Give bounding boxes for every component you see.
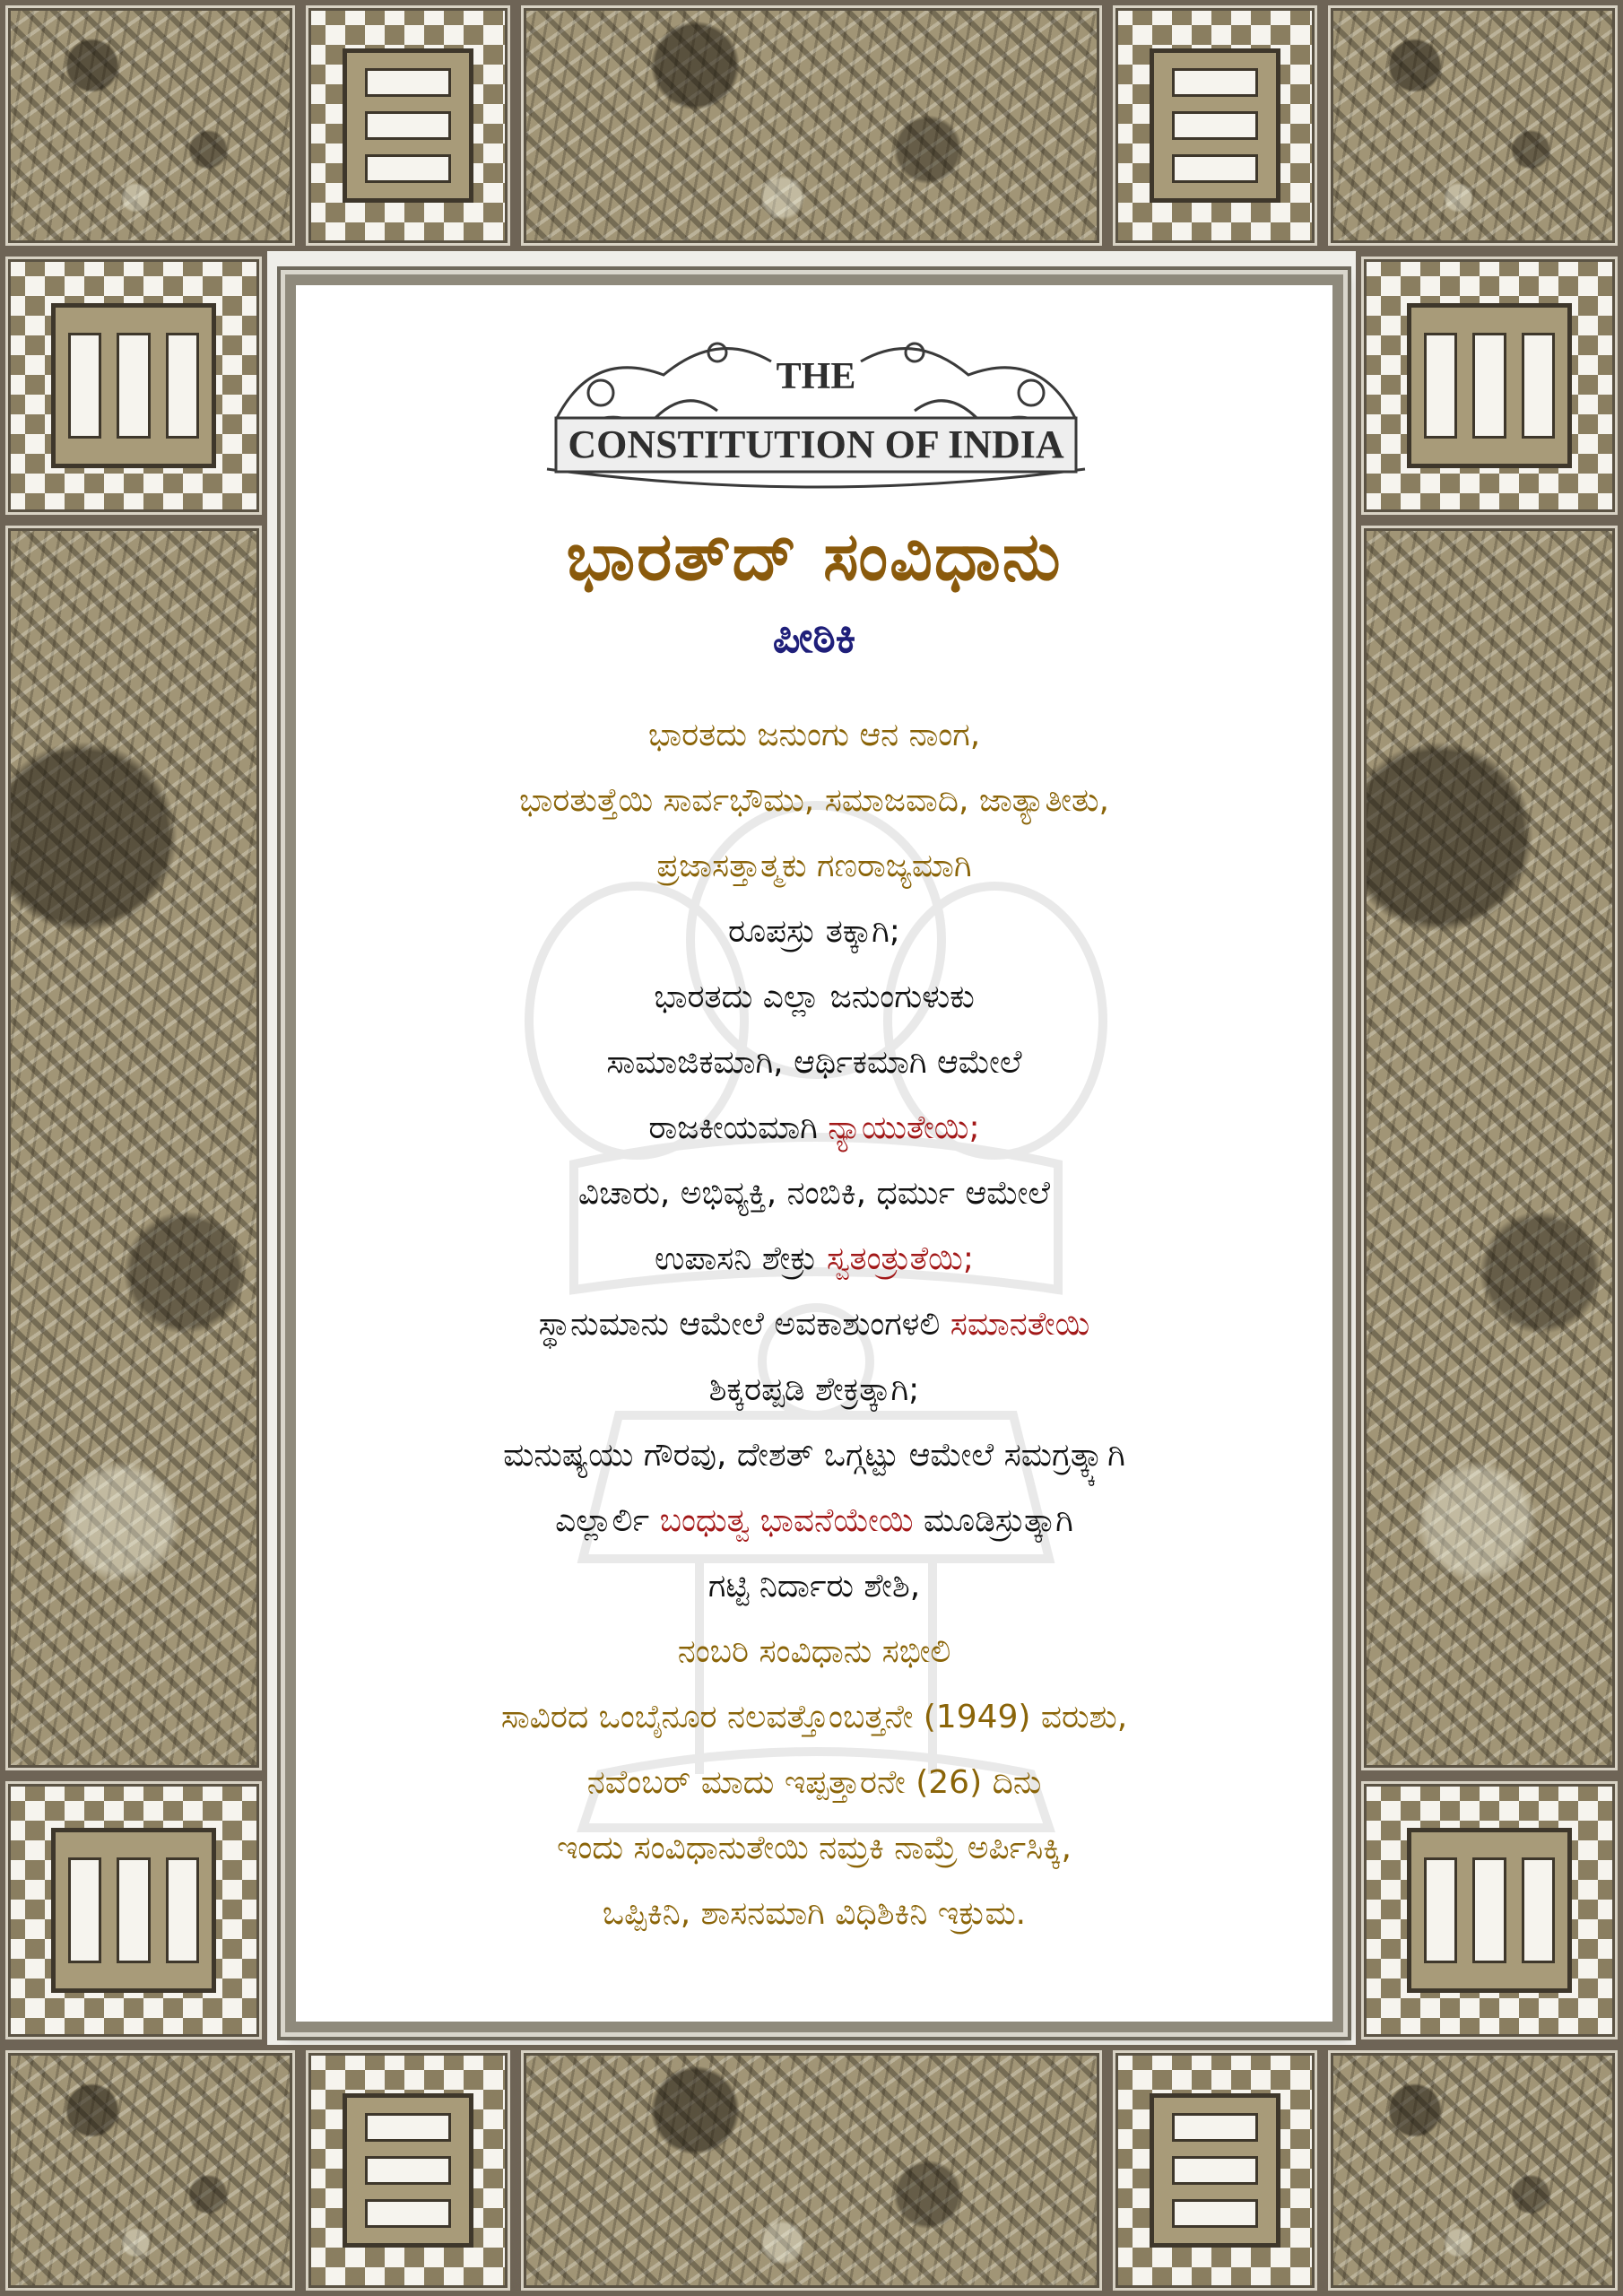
preamble-line-8: ವಿಚಾರು, ಅಭಿವ್ಯಕ್ತಿ, ನಂಬಿಕಿ, ಧರ್ಮು ಆಮೇಲೆ	[577, 1175, 1051, 1212]
preamble-line-9-text: ಉಪಾಸನಿ ಶೇಕ್ರು	[655, 1240, 827, 1277]
logo-text-the: THE	[776, 356, 856, 397]
preamble-line-2: ಭಾರತುತ್ತೆಯಿ ಸಾರ್ವಭೌಮು, ಸಮಾಜವಾದಿ, ಜಾತ್ಯಾತೀತು,	[519, 782, 1109, 819]
preamble-line-9	[296, 1226, 1332, 1292]
floral-panel-left	[0, 520, 267, 1776]
preamble-panel	[285, 274, 1343, 2032]
logo-text-main: CONSTITUTION OF INDIA	[568, 422, 1064, 466]
preamble-line-19: ಒಪ್ಪಿಕಿನಿ, ಶಾಸನಮಾಗಿ ವಿಧಿಶಿಕಿನಿ ಇಕ್ರುಮ.	[602, 1895, 1027, 1932]
preamble-line-5: ಭಾರತದು ಎಲ್ಲಾ ಜನುಂಗುಳುಕು	[654, 978, 975, 1015]
floral-panel-bottom-left	[0, 2045, 300, 2296]
floral-panel-bottom-right	[1323, 2045, 1623, 2296]
preamble-line-4: ರೂಪಸ್ರು ತಕ್ಕಾಗಿ;	[728, 913, 900, 950]
floral-panel-top-left	[0, 0, 300, 251]
bars-tile-left-top	[0, 251, 267, 520]
preamble-line-3: ಪ್ರಜಾಸತ್ತಾತ್ಮಕು ಗಣರಾಜ್ಯಮಾಗಿ	[656, 848, 972, 884]
preamble-line-13-text-a: ಎಲ್ಲಾರ್ಲಿ	[555, 1502, 660, 1539]
preamble-line-18: ಇಂದು ಸಂವಿಧಾನುತೇಯಿ ನಮ್ರಕಿ ನಾಮ್ರೆ ಅರ್ಪಿಸಿಕ್ಕಿ,	[556, 1830, 1072, 1866]
preamble-line-12: ಮನುಷ್ಯಯು ಗೌರವು, ದೇಶತ್ ಒಗ್ಗಟ್ಟು ಆಮೇಲೆ ಸಮಗ್ರತ್ಕ್ಕಾಗಿ	[503, 1437, 1125, 1474]
equality-highlight: ಸಮಾನತೇಯಿ	[950, 1306, 1090, 1343]
floral-panel-right	[1356, 520, 1623, 1776]
preamble-line-11: ಶಿಕ್ಕರಪ್ಪಡಿ ಶೇಕ್ರತ್ಕಾಗಿ;	[708, 1371, 920, 1408]
preamble-line-13-text-c: ಮೂಡಿಸ್ರುತ್ಕಾಗಿ	[913, 1502, 1073, 1539]
bars-tile-bottom-2	[1107, 2045, 1323, 2296]
document-title: ಭಾರತ್‌ದ್ ಸಂವಿಧಾನು	[566, 518, 1063, 596]
preamble-line-17: ನವೆಂಬರ್ ಮಾದು ಇಪ್ಪತ್ತಾರನೇ (26) ದಿನು	[586, 1764, 1042, 1801]
preamble-line-7	[296, 1095, 1332, 1161]
preamble-line-6: ಸಾಮಾಜಿಕಮಾಗಿ, ಆರ್ಥಿಕಮಾಗಿ ಆಮೇಲೆ	[606, 1044, 1022, 1081]
liberty-highlight: ಸ್ವತಂತ್ರುತೆಯಿ;	[826, 1240, 974, 1277]
floral-panel-top-center	[516, 0, 1107, 251]
constitution-of-india-logo	[538, 312, 1094, 491]
bars-tile-right-bottom	[1356, 1776, 1623, 2045]
logo-scroll-icon	[538, 312, 1094, 491]
bars-tile-bottom-1	[300, 2045, 516, 2296]
floral-panel-bottom-center	[516, 2045, 1107, 2296]
fraternity-highlight: ಬಂಧುತ್ವ ಭಾವನೆಯೇಯಿ	[659, 1502, 914, 1539]
preamble-line-13	[296, 1488, 1332, 1553]
bars-tile-left-bottom	[0, 1776, 267, 2045]
preamble-line-10	[296, 1292, 1332, 1357]
preamble-line-7-text: ರಾಜಕೀಯಮಾಗಿ	[648, 1109, 829, 1146]
justice-highlight: ನ್ಯಾಯುತೇಯಿ;	[828, 1109, 980, 1146]
bars-tile-top-2	[1107, 0, 1323, 251]
preamble-line-10-text: ಸ್ಥಾನುಮಾನು ಆಮೇಲೆ ಅವಕಾಶುಂಗಳಲಿ	[538, 1306, 950, 1343]
preamble-line-1: ಭಾರತದು ಜನುಂಗು ಆನ ನಾಂಗ,	[647, 717, 981, 753]
bars-tile-top-1	[300, 0, 516, 251]
preamble-line-15: ನಂಬರಿ ಸಂವಿಧಾನು ಸಭೀಲಿ	[677, 1633, 951, 1670]
document-subtitle: ಪೀಠಿಕಿ	[772, 613, 856, 663]
floral-panel-top-right	[1323, 0, 1623, 251]
preamble-line-14: ಗಟ್ಟಿ ನಿರ್ದಾರು ಶೇಶಿ,	[707, 1568, 921, 1605]
preamble-text	[296, 702, 1332, 1946]
bars-tile-right-top	[1356, 251, 1623, 520]
preamble-line-16: ಸಾವಿರದ ಒಂಬೈನೂರ ನಲವತ್ತೊಂಬತ್ತನೇ (1949) ವರುಶು,	[500, 1699, 1128, 1735]
